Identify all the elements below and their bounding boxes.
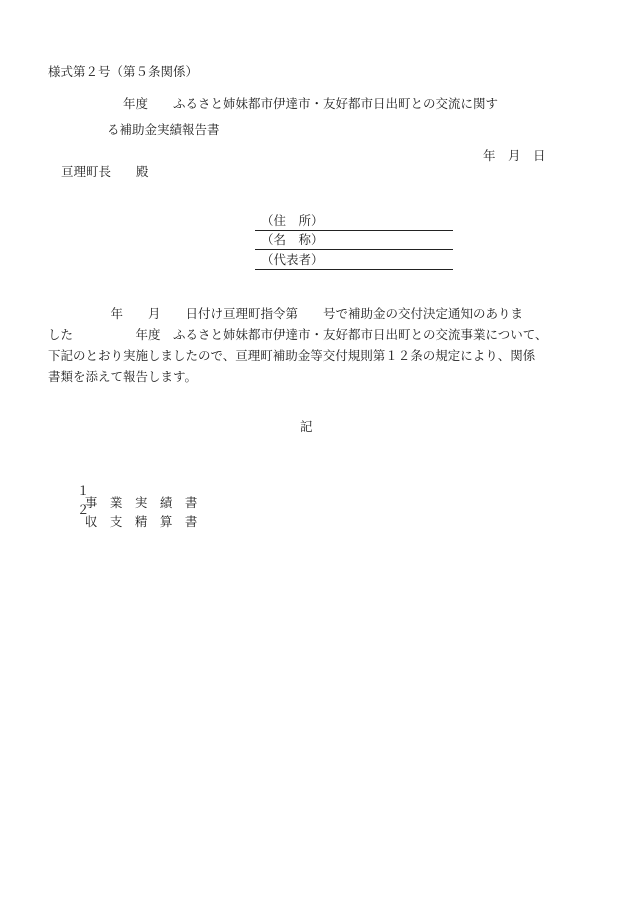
- ki-heading: 記: [300, 419, 313, 434]
- address-label: （住 所）: [261, 212, 324, 228]
- addressee: 亘理町長 殿: [61, 164, 149, 179]
- body-line-4: 書類を添えて報告します。: [48, 369, 198, 384]
- body-line-3: 下記のとおり実施しましたので、亘理町補助金等交付規則第１２条の規定により、関係: [48, 348, 536, 363]
- attachment-item-2: [61, 491, 197, 541]
- attachment-label: 事 業 実 績 書: [84, 495, 198, 510]
- attachment-number: ２: [76, 501, 90, 517]
- document-title-line-2: る補助金実績報告書: [107, 122, 220, 137]
- attachment-number: １: [76, 482, 90, 498]
- body-line-2: した 年度 ふるさと姉妹都市伊達市・友好都市日出町との交流事業について、: [48, 327, 548, 342]
- address-field: [255, 212, 453, 231]
- document-title-line-1: 年度 ふるさと姉妹都市伊達市・友好都市日出町との交流に関す: [48, 96, 499, 111]
- name-field: [255, 231, 453, 250]
- body-line-1: 年 月 日付け亘理町指令第 号で補助金の交付決定通知のありま: [48, 306, 524, 321]
- date-line: 年 月 日: [483, 148, 546, 163]
- representative-label: （代表者）: [261, 251, 324, 267]
- representative-field: [255, 251, 453, 270]
- name-label: （名 称）: [261, 231, 324, 247]
- form-number: 様式第２号（第５条関係）: [48, 64, 199, 79]
- attachment-label: 収 支 精 算 書: [84, 514, 198, 529]
